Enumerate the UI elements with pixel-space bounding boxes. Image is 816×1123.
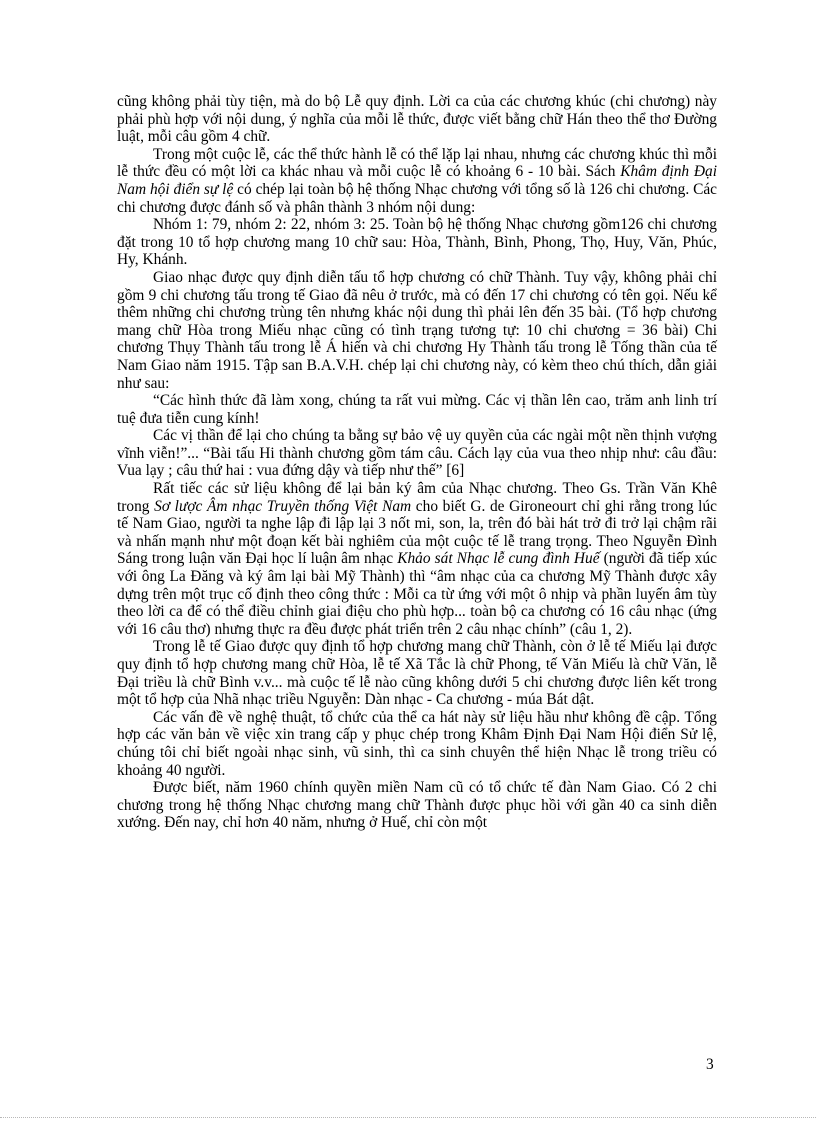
text-run: Giao nhạc được quy định diễn tấu tổ hợp chương có chữ Thành. Tuy vậy, không phải chỉ gồm 9 chi chương tấu trong tế Giao đã nêu ở trước, mà có đến 17 chi chương có tên gọi. Nếu kể thêm những chi chương trùng tên nhưng khác nội dung thì phải lên đến 35 bài. (Tổ hợp chương mang chữ Hòa trong Miếu nhạc cũng có tình trạng tương tự: 10 chi chương = 36 bài) Chi chương Thụy Thành tấu trong lễ Á hiến và chi chương Hy Thành tấu trong lễ Tống thần của tế Nam Giao năm 1915. Tập san B.A.V.H. chép lại chi chương này, có kèm theo chú thích, dẫn giải như sau:	[117, 268, 717, 392]
text-run: Các vị thần để lại cho chúng ta bằng sự bảo vệ uy quyền của các ngài một nền thịnh vượng vĩnh viễn!”... “Bài tấu Hi thành chương gồm tám câu. Cách lạy của vua theo nhịp như: câu đầu: Vua lạy ; câu thứ hai : vua đứng dậy và tiếp như thế” [6]	[117, 427, 717, 480]
text-run: Trong một cuộc lễ, các thể thức hành lễ có thể lặp lại nhau, nhưng các chương khúc thì mỗi lễ thức đều có một lời ca khác nhau và mỗi cuộc lễ có khoảng 6 - 10 bài. Sách	[117, 145, 717, 181]
paragraph-1	[117, 93, 717, 146]
paragraph-10	[117, 779, 717, 832]
paragraph-4	[117, 269, 717, 392]
paragraph-7	[117, 480, 717, 638]
text-run: cho biết G. de Gironeourt chỉ ghi rằng trong lúc tế Nam Giao, người ta nghe lập đi lập lại 3 nốt mi, son, la, trên đó bài hát trở đi trở lại chậm rãi và nhấn mạnh như một đoạn kết bài nghiêm của một cuộc tế lễ trang trọng. Theo Nguyễn Đình Sáng trong luận văn Đại học lí luận âm nhạc	[117, 497, 717, 568]
text-run: Rất tiếc các sử liệu không để lại bản ký âm của Nhạc chương. Theo Gs. Trần Văn Khê trong	[117, 480, 717, 515]
paragraph-2	[117, 146, 717, 216]
text-run: “Các hình thức đã làm xong, chúng ta rất vui mừng. Các vị thần lên cao, trăm anh linh trí tuệ đưa tiễn cung kính!	[117, 392, 717, 427]
italic-title: Sơ lược Âm nhạc Truyền thống Việt Nam	[154, 497, 412, 515]
text-run: Trong lễ tế Giao được quy định tổ hợp chương mang chữ Thành, còn ở lễ tế Miếu lại được quy định tổ hợp chương mang chữ Hòa, lễ tế Xã Tắc là chữ Phong, tế Văn Miếu là chữ Văn, lễ Đại triều là chữ Bình v.v... mà cuộc tế lễ nào cũng không dưới 5 chi chương được liên kết trong một tổ hợp của Nhã nhạc triều Nguyễn: Dàn nhạc - Ca chương - múa Bát dật.	[117, 638, 717, 709]
paragraph-3	[117, 216, 717, 269]
text-run: Nhóm 1: 79, nhóm 2: 22, nhóm 3: 25. Toàn bộ hệ thống Nhạc chương gồm126 chi chương đặt trong 10 tổ hợp chương mang 10 chữ sau: Hòa, Thành, Bình, Phong, Thọ, Huy, Văn, Phúc, Hy, Khánh.	[117, 216, 717, 269]
paragraph-5	[117, 392, 717, 427]
paragraph-8	[117, 638, 717, 708]
paragraph-9	[117, 709, 717, 779]
text-run: Các vấn đề về nghệ thuật, tổ chức của thể ca hát này sử liệu hầu như không đề cập. Tổng hợp các văn bản về việc xin trang cấp y phục chép trong Khâm Định Đại Nam Hội điển Sử lệ, chúng tôi chỉ biết ngoài nhạc sinh, vũ sinh, thì ca sinh chuyên thể hiện Nhạc lễ trong triều có khoảng 40 người.	[117, 708, 717, 779]
text-run: (người đã tiếp xúc với ông La Đăng và ký âm lại bài Mỹ Thành) thì “âm nhạc của ca chương Mỹ Thành được xây dựng trên một trục cố định theo công thức : Mỗi ca từ ứng với một ô nhịp và phần luyến âm tùy theo lời ca để có thể điều chỉnh giai điệu cho phù hợp... toàn bộ ca chương có 16 câu nhạc (ứng với 16 câu thơ) nhưng thực ra đều được phát triển trên 2 câu nhạc chính” (câu 1, 2).	[117, 550, 717, 638]
paragraph-6	[117, 427, 717, 480]
text-body	[117, 93, 717, 832]
italic-title: Khâm định Đại Nam hội điển sự lệ	[117, 163, 717, 198]
text-run: Được biết, năm 1960 chính quyền miền Nam cũ có tổ chức tế đàn Nam Giao. Có 2 chi chương trong hệ thống Nhạc chương mang chữ Thành được phục hồi với gần 40 ca sinh diễn xướng. Đến nay, chỉ hơn 40 năm, nhưng ở Huế, chỉ còn một	[117, 779, 717, 832]
italic-title: Khảo sát Nhạc lễ cung đình Huế	[397, 550, 600, 568]
footer-divider	[0, 1117, 816, 1118]
text-run: có chép lại toàn bộ hệ thống Nhạc chương với tổng số là 126 chi chương. Các chi chương được đánh số và phân thành 3 nhóm nội dung:	[117, 180, 717, 216]
page-number: 3	[706, 1056, 714, 1073]
text-run: cũng không phải tùy tiện, mà do bộ Lễ quy định. Lời ca của các chương khúc (chi chương) này phải phù hợp với nội dung, ý nghĩa của mỗi lễ thức, được viết bằng chữ Hán theo thể thơ Đường luật, mỗi câu gồm 4 chữ.	[117, 93, 717, 146]
